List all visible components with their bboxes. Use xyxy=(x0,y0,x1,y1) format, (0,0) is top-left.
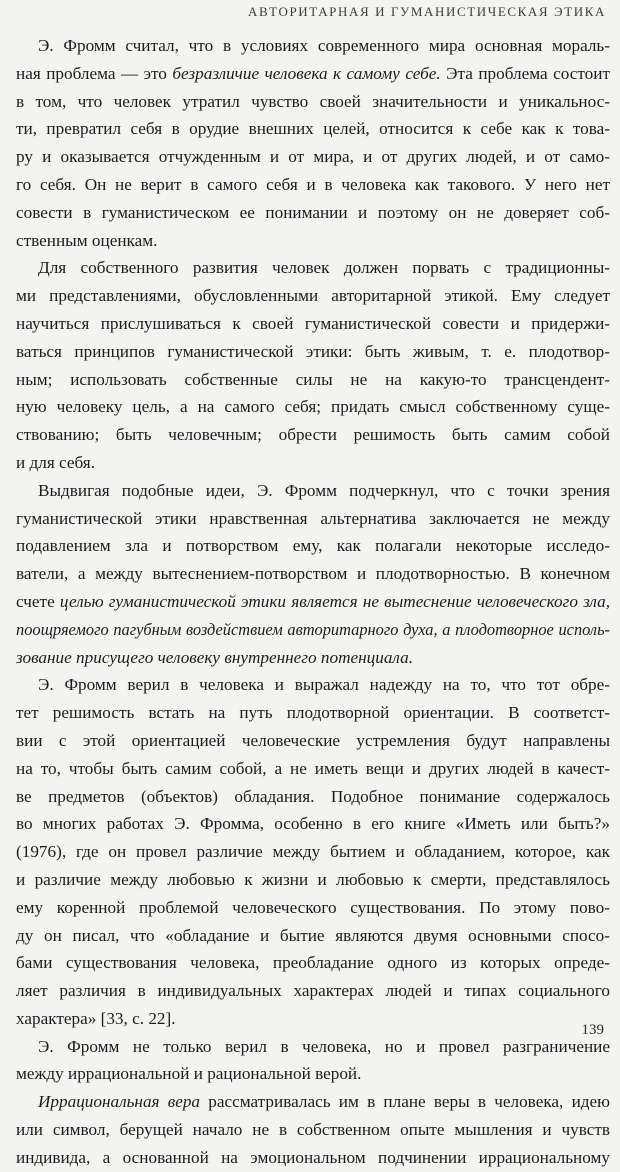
text-run: ти, превратил себя в орудие внешних целей, относится к себе как к това- xyxy=(16,119,610,139)
text-line xyxy=(16,560,610,588)
text-run: подавлением зла и потворством ему, как полагали некоторые исследо- xyxy=(16,536,610,556)
italic-text: безразличие человека к самому себе. xyxy=(172,63,441,83)
text-run: го себя. Он не верит в самого себя и в человека как такового. У него нет xyxy=(16,174,610,194)
text-line xyxy=(16,88,610,116)
text-line xyxy=(16,1033,610,1061)
text-line xyxy=(16,755,610,783)
text-run: Выдвигая подобные идеи, Э. Фромм подчеркнул, что с точки зрения xyxy=(38,480,610,500)
text-line xyxy=(16,727,610,755)
text-line xyxy=(16,254,610,282)
text-line xyxy=(16,588,610,616)
page-number: 139 xyxy=(581,1022,604,1038)
text-line xyxy=(16,949,610,977)
text-run: Э. Фромм не только верил в человека, но и провел разграничение xyxy=(38,1036,610,1056)
text-run: и для себя. xyxy=(16,452,96,472)
text-line xyxy=(16,449,610,477)
text-run: рассматривалась им в плане веры в человека, идею xyxy=(200,1092,610,1112)
text-run: Для собственного развития человек должен порвать с традиционны- xyxy=(38,258,610,278)
body-text xyxy=(16,32,610,1172)
text-run: ватели, а между вытеснением-потворством и плодотворностью. В конечном xyxy=(16,564,610,584)
text-line xyxy=(16,671,610,699)
text-line xyxy=(16,393,610,421)
text-run: ная проблема — это xyxy=(16,63,173,83)
text-run: и различие между любовью к жизни и любовью к смерти, представлялось xyxy=(16,869,610,889)
text-line xyxy=(16,922,610,950)
text-run: ным; использовать собственные силы не на какую-то трансцендент- xyxy=(16,369,610,389)
text-line xyxy=(16,227,610,255)
text-line xyxy=(16,1088,610,1116)
text-line xyxy=(16,616,610,644)
text-run: ственным оценкам. xyxy=(16,230,158,250)
text-line xyxy=(16,838,610,866)
text-run: индивида, а основанной на эмоциональном подчинении иррациональному xyxy=(16,1147,610,1167)
text-line xyxy=(16,199,610,227)
text-run: ве предметов (объектов) обладания. Подобное понимание содержалось xyxy=(16,786,610,806)
text-run: счете xyxy=(16,591,60,611)
text-run: совести в гуманистическом ее понимании и поэтому он не доверяет соб- xyxy=(16,202,610,222)
text-run: в том, что человек утратил чувство своей значительности и уникальнос- xyxy=(16,91,610,111)
text-run: ду он писал, что «обладание и бытие являются двумя основными спосо- xyxy=(16,925,610,945)
text-line xyxy=(16,1060,610,1088)
text-run: ную человеку цель, а на самого себя; придать смысл собственному суще- xyxy=(16,397,610,417)
text-run: ему коренной проблемой человеческого существования. По этому пово- xyxy=(16,897,610,917)
text-line xyxy=(16,977,610,1005)
text-line xyxy=(16,477,610,505)
italic-text: зование присущего человеку внутреннего потенциала. xyxy=(16,647,414,667)
text-line xyxy=(16,338,610,366)
text-line xyxy=(16,810,610,838)
italic-text: целью гуманистической этики является не вытеснение человеческого зла, xyxy=(59,591,610,611)
text-line xyxy=(16,310,610,338)
italic-text: поощряемого пагубным воздействием авторитарного духа, а плодотворное исполь- xyxy=(16,619,610,639)
text-run: во многих работах Э. Фромма, особенно в его книге «Иметь или быть?» xyxy=(16,814,610,834)
text-run: вии с этой ориентацией человеческие устремления будут направлены xyxy=(16,730,610,750)
text-line xyxy=(16,32,610,60)
text-line xyxy=(16,1116,610,1144)
text-run: между иррациональной и рациональной верой. xyxy=(16,1064,362,1084)
text-run: Э. Фромм верил в человека и выражал надежду на то, что тот обре- xyxy=(38,675,610,695)
text-run: ствованию; быть человечным; обрести решимость быть самим собой xyxy=(16,425,610,445)
text-line xyxy=(16,143,610,171)
running-head: АВТОРИТАРНАЯ И ГУМАНИСТИЧЕСКАЯ ЭТИКА xyxy=(248,4,606,19)
text-line xyxy=(16,60,610,88)
text-run: бами существования человека, преобладание одного из которых опреде- xyxy=(16,953,610,973)
text-line xyxy=(16,699,610,727)
text-run: ваться принципов гуманистической этики: быть живым, т. е. плодотвор- xyxy=(16,341,610,361)
text-line xyxy=(16,1005,610,1033)
text-line xyxy=(16,783,610,811)
text-line xyxy=(16,171,610,199)
text-run: ру и оказывается отчужденным и от мира, и от других людей, и от само- xyxy=(16,147,610,167)
text-line xyxy=(16,366,610,394)
text-line xyxy=(16,421,610,449)
text-run: или символ, берущей начало не в собственном опыте мышления и чувств xyxy=(16,1120,610,1140)
text-run: на то, чтобы быть самим собой, а не иметь вещи и других людей в качест- xyxy=(16,758,610,778)
text-line xyxy=(16,1144,610,1172)
text-run: ми представлениями, обусловленными авторитарной этикой. Ему следует xyxy=(16,286,610,306)
text-run: гуманистической этики нравственная альтернатива заключается не между xyxy=(16,508,610,528)
text-run: характера» [33, с. 22]. xyxy=(16,1008,176,1028)
text-run: ляет различия в индивидуальных характерах людей и типах социального xyxy=(16,981,610,1001)
text-run: научиться прислушиваться к своей гуманистической совести и придержи- xyxy=(16,313,610,333)
text-line xyxy=(16,532,610,560)
text-line xyxy=(16,644,610,672)
italic-text: Иррациональная вера xyxy=(38,1092,201,1112)
text-line xyxy=(16,866,610,894)
text-run: Э. Фромм считал, что в условиях современного мира основная мораль- xyxy=(38,36,610,55)
text-line xyxy=(16,894,610,922)
text-line xyxy=(16,115,610,143)
text-line xyxy=(16,505,610,533)
text-run: тет решимость встать на путь плодотворной ориентации. В соответст- xyxy=(16,703,610,723)
text-run: (1976), где он провел различие между бытием и обладанием, которое, как xyxy=(16,842,610,862)
text-line xyxy=(16,282,610,310)
text-run: Эта проблема состоит xyxy=(440,63,610,83)
